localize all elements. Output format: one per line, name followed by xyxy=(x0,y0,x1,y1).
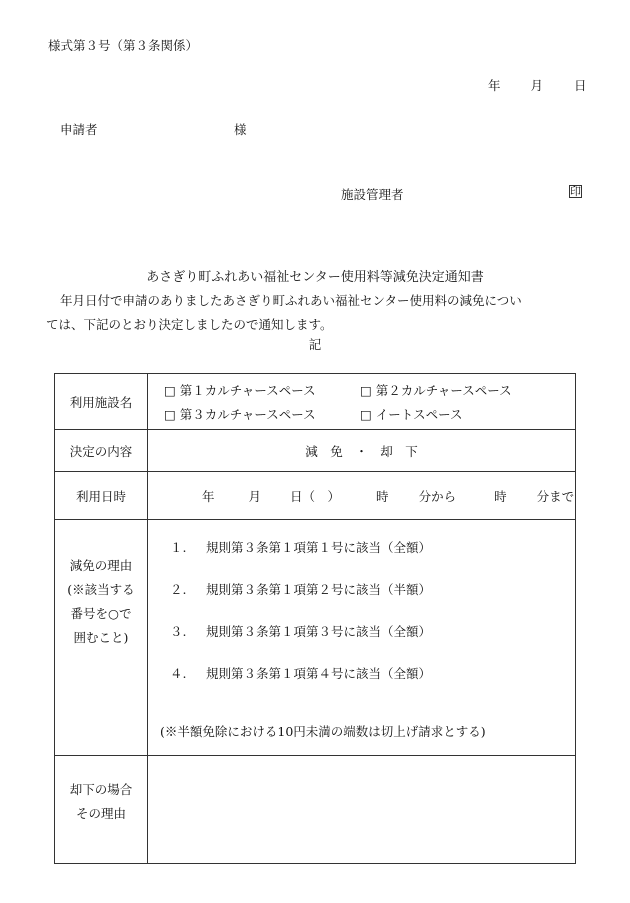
reason-item-3-text: 規則第３条第１項第３号に該当（全額） xyxy=(206,624,432,639)
body-text xyxy=(46,289,586,337)
notice-form-table xyxy=(54,373,576,864)
datetime-start-hour: 時 xyxy=(376,488,389,504)
date-year: 年 xyxy=(488,78,501,93)
reason-item-1-num: １. xyxy=(170,540,187,555)
facility-option-4[interactable]: □ イートスペース xyxy=(360,406,463,422)
body-line-2: ては、下記のとおり決定しましたので通知します。 xyxy=(46,317,333,332)
rejection-label-line-2: その理由 xyxy=(75,806,126,821)
ki-marker: 記 xyxy=(308,337,322,352)
reason-label-line-4: 囲むこと) xyxy=(73,630,129,645)
reason-item-1[interactable] xyxy=(170,538,575,556)
decision-value[interactable]: 減 免 ・ 却 下 xyxy=(148,430,576,472)
reason-item-2[interactable] xyxy=(170,580,575,598)
seal-mark: 印 xyxy=(570,185,581,198)
reason-label-line-1: 減免の理由 xyxy=(69,558,133,573)
applicant-label: 申請者 xyxy=(60,122,98,137)
manager-label: 施設管理者 xyxy=(341,187,404,202)
date-month: 月 xyxy=(530,78,544,93)
datetime-row xyxy=(55,472,576,520)
applicant-honorific: 様 xyxy=(234,122,247,137)
reason-item-4[interactable] xyxy=(170,664,575,682)
reason-item-4-text: 規則第３条第１項第４号に該当（全額） xyxy=(206,666,432,681)
facility-row xyxy=(55,374,576,430)
document-title: あさぎり町ふれあい福祉センター使用料等減免決定通知書 xyxy=(146,270,484,285)
facility-option-2[interactable]: □ 第２カルチャースペース xyxy=(360,382,512,398)
rejection-label xyxy=(55,756,148,864)
reason-label-line-2: (※該当する xyxy=(67,582,135,597)
body-line-1: 年月日付で申請のありましたあさぎり町ふれあい福祉センター使用料の減免につい xyxy=(60,293,522,308)
reason-item-2-text: 規則第３条第１項第２号に該当（半額） xyxy=(206,582,432,597)
datetime-year: 年 xyxy=(202,488,215,504)
reason-note: (※半額免除における10円未満の端数は切上げ請求とする) xyxy=(160,724,486,739)
reason-item-3-num: ３. xyxy=(170,624,187,639)
facility-label: 利用施設名 xyxy=(55,374,148,430)
facility-option-1[interactable]: □ 第１カルチャースペース xyxy=(164,382,316,398)
reason-item-2-num: ２. xyxy=(170,582,187,597)
datetime-value[interactable] xyxy=(148,472,576,520)
datetime-end-hour: 時 xyxy=(494,488,507,504)
facility-option-3[interactable]: □ 第３カルチャースペース xyxy=(164,406,316,422)
reason-row xyxy=(55,520,576,756)
rejection-reason-field[interactable] xyxy=(148,756,576,864)
datetime-end-min: 分まで xyxy=(536,488,575,504)
reason-content xyxy=(148,520,576,756)
reason-label-line-3: 番号を○で xyxy=(70,606,132,621)
form-number: 様式第３号（第３条関係） xyxy=(48,38,199,53)
decision-label: 決定の内容 xyxy=(55,430,148,472)
date-line xyxy=(488,76,587,94)
decision-row xyxy=(55,430,576,472)
datetime-label: 利用日時 xyxy=(55,472,148,520)
facility-options xyxy=(148,374,576,430)
rejection-row xyxy=(55,756,576,864)
reason-item-4-num: ４. xyxy=(170,666,187,681)
datetime-month: 月 xyxy=(248,488,262,504)
datetime-start-min: 分から xyxy=(418,488,457,504)
reason-label xyxy=(55,520,148,756)
reason-item-3[interactable] xyxy=(170,622,575,640)
datetime-day: 日（ ） xyxy=(290,488,341,504)
rejection-label-line-1: 却下の場合 xyxy=(69,782,133,797)
reason-item-1-text: 規則第３条第１項第１号に該当（全額） xyxy=(206,540,432,555)
date-day: 日 xyxy=(574,78,587,93)
